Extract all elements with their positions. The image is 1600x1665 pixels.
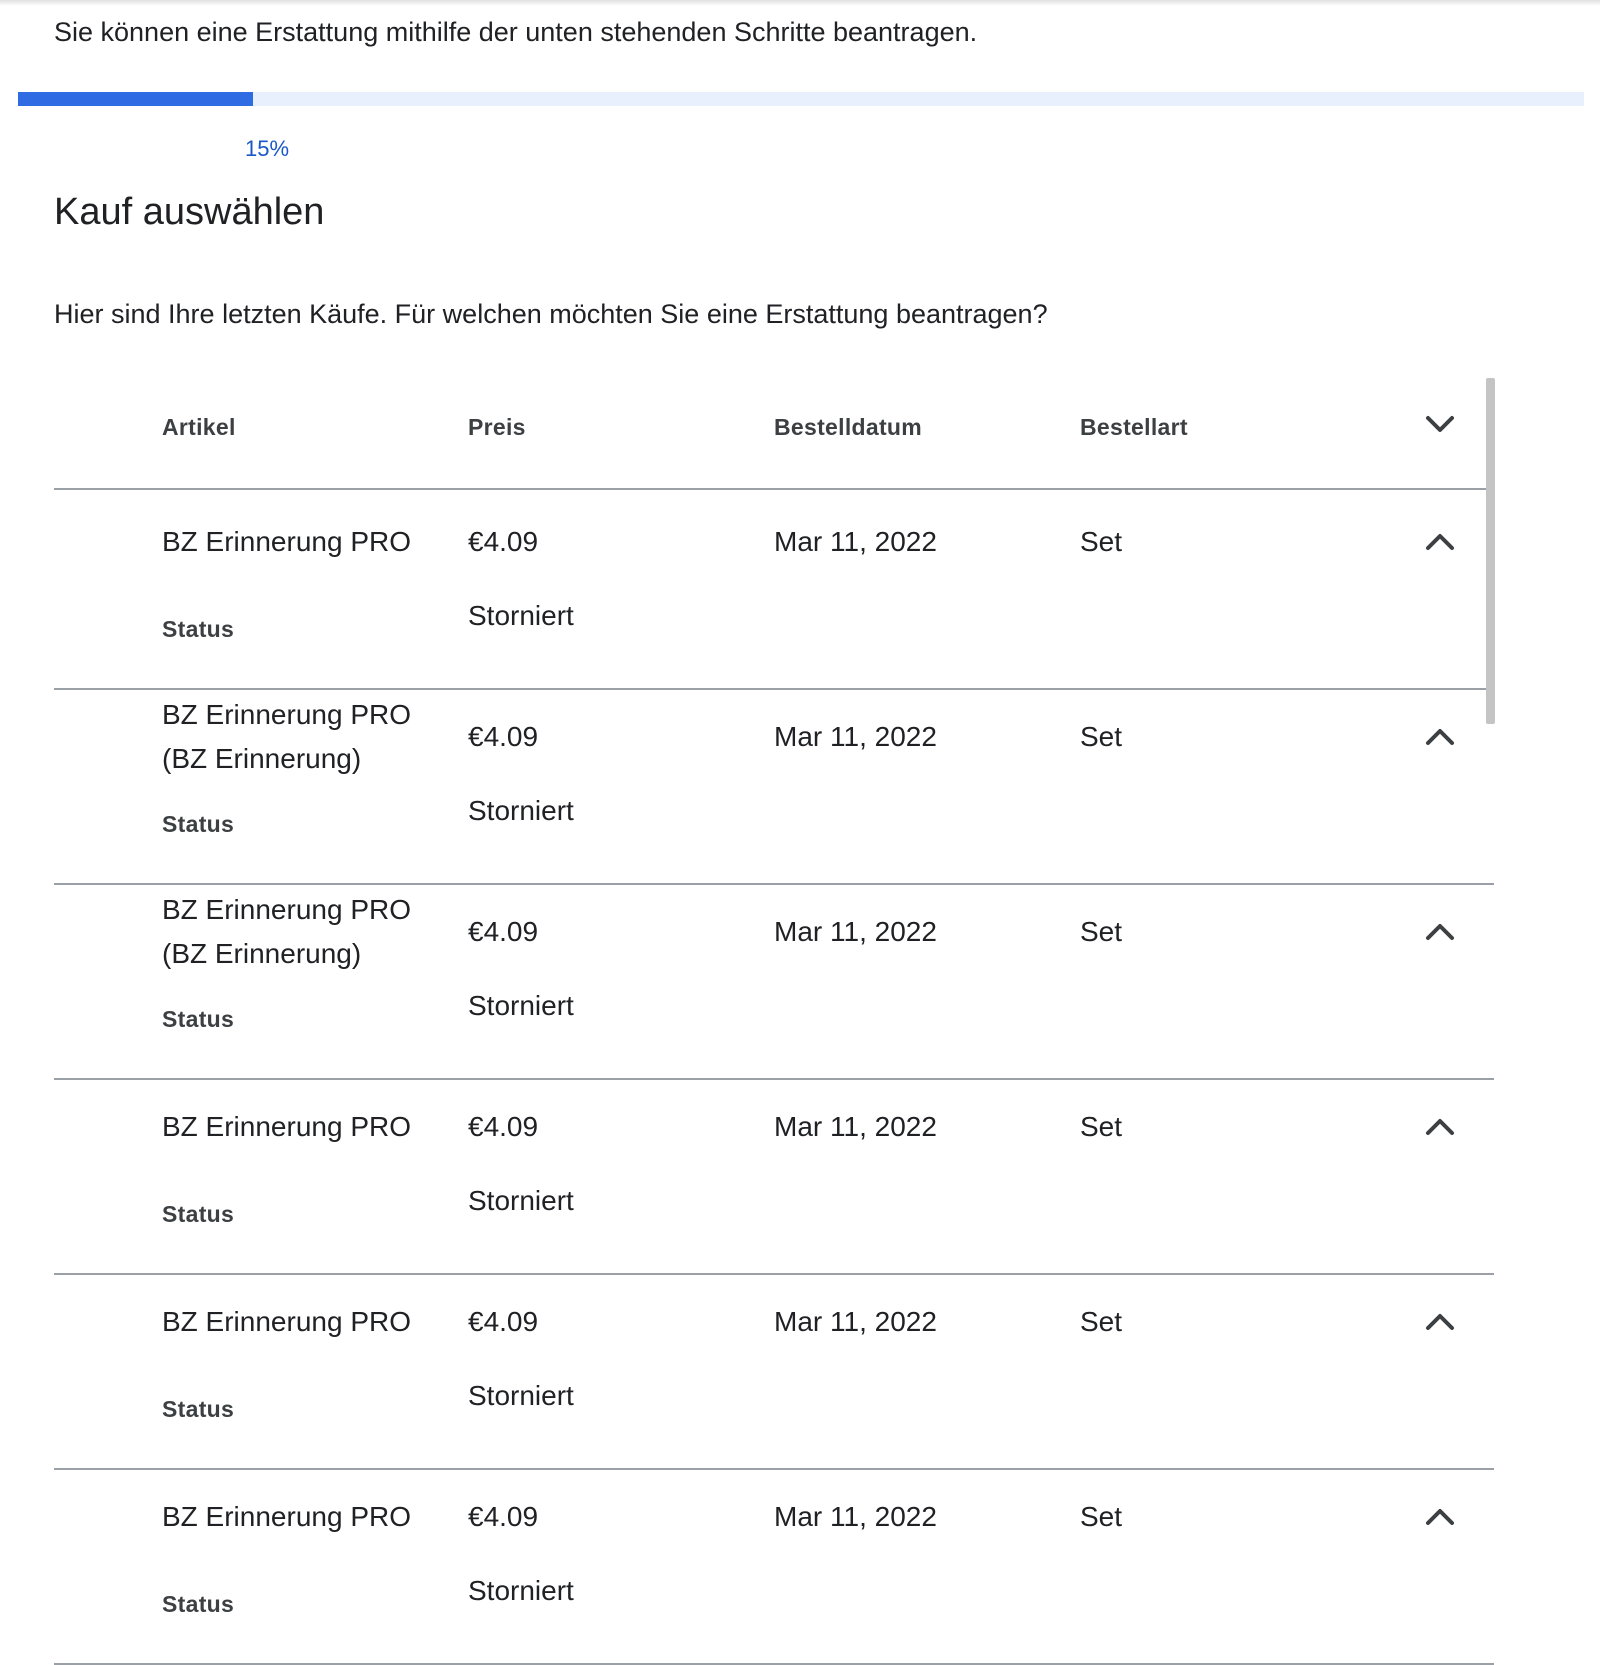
cell-artikel: BZ Erinnerung PRO: [162, 1501, 411, 1532]
cell-preis: €4.09: [468, 1111, 539, 1142]
cell-artikel: BZ Erinnerung PRO: [162, 1111, 411, 1142]
chevron-up-icon[interactable]: [1420, 1302, 1460, 1342]
cell-preis: €4.09: [468, 916, 539, 947]
cell-preis: €4.09: [468, 1306, 539, 1337]
progress-bar: [18, 92, 1584, 106]
header-artikel: Artikel: [162, 414, 236, 440]
cell-preis: €4.09: [468, 1501, 539, 1532]
chevron-up-icon[interactable]: [1420, 1107, 1460, 1147]
table-row[interactable]: [54, 880, 1494, 1080]
status-value: Storniert: [468, 1380, 574, 1411]
chevron-up-icon[interactable]: [1420, 1497, 1460, 1537]
cell-bestelldatum: Mar 11, 2022: [774, 1501, 937, 1532]
status-value: Storniert: [468, 990, 574, 1021]
chevron-up-icon[interactable]: [1420, 522, 1460, 562]
table-scrollbar[interactable]: [1486, 378, 1495, 724]
cell-artikel: BZ Erinnerung PRO (BZ Erinnerung): [162, 699, 411, 774]
cell-bestellart: Set: [1080, 526, 1123, 557]
cell-bestelldatum: Mar 11, 2022: [774, 916, 937, 947]
cell-artikel: BZ Erinnerung PRO (BZ Erinnerung): [162, 894, 411, 969]
header-preis: Preis: [468, 414, 526, 440]
status-label: Status: [162, 1396, 235, 1422]
purchases-table: [54, 378, 1494, 1617]
chevron-down-icon[interactable]: [1420, 404, 1460, 444]
cell-artikel: BZ Erinnerung PRO: [162, 1306, 411, 1337]
intro-text: Sie können eine Erstattung mithilfe der unten stehenden Schritte beantragen.: [54, 17, 978, 47]
cell-preis: €4.09: [468, 721, 539, 752]
header-bestelldatum: Bestelldatum: [774, 414, 923, 440]
table-row[interactable]: [54, 1270, 1494, 1470]
status-label: Status: [162, 811, 235, 837]
status-value: Storniert: [468, 1575, 574, 1606]
table-row[interactable]: [54, 1465, 1494, 1665]
cell-bestelldatum: Mar 11, 2022: [774, 1306, 937, 1337]
cell-bestelldatum: Mar 11, 2022: [774, 526, 937, 557]
purchase-question: Hier sind Ihre letzten Käufe. Für welchen möchten Sie eine Erstattung beantragen?: [54, 299, 1048, 329]
cell-preis: €4.09: [468, 526, 539, 557]
status-label: Status: [162, 1201, 235, 1227]
table-row[interactable]: [54, 1075, 1494, 1275]
header-bestellart: Bestellart: [1080, 414, 1188, 440]
chevron-up-icon[interactable]: [1420, 912, 1460, 952]
cell-bestellart: Set: [1080, 1111, 1123, 1142]
status-value: Storniert: [468, 600, 574, 631]
cell-bestelldatum: Mar 11, 2022: [774, 721, 937, 752]
status-label: Status: [162, 616, 235, 642]
status-label: Status: [162, 1006, 235, 1032]
chevron-up-icon[interactable]: [1420, 717, 1460, 757]
status-label: Status: [162, 1591, 235, 1617]
progress-bar-fill: [18, 92, 253, 106]
cell-bestellart: Set: [1080, 721, 1123, 752]
status-value: Storniert: [468, 1185, 574, 1216]
cell-bestellart: Set: [1080, 1501, 1123, 1532]
page-title: Kauf auswählen: [54, 191, 325, 233]
top-shadow: [0, 0, 1600, 6]
cell-bestellart: Set: [1080, 1306, 1123, 1337]
progress-label: 15%: [245, 136, 290, 161]
table-row[interactable]: [54, 490, 1494, 690]
cell-bestelldatum: Mar 11, 2022: [774, 1111, 937, 1142]
cell-artikel: BZ Erinnerung PRO: [162, 526, 411, 557]
table-row[interactable]: [54, 685, 1494, 885]
table-header: [54, 378, 1494, 490]
status-value: Storniert: [468, 795, 574, 826]
cell-bestellart: Set: [1080, 916, 1123, 947]
